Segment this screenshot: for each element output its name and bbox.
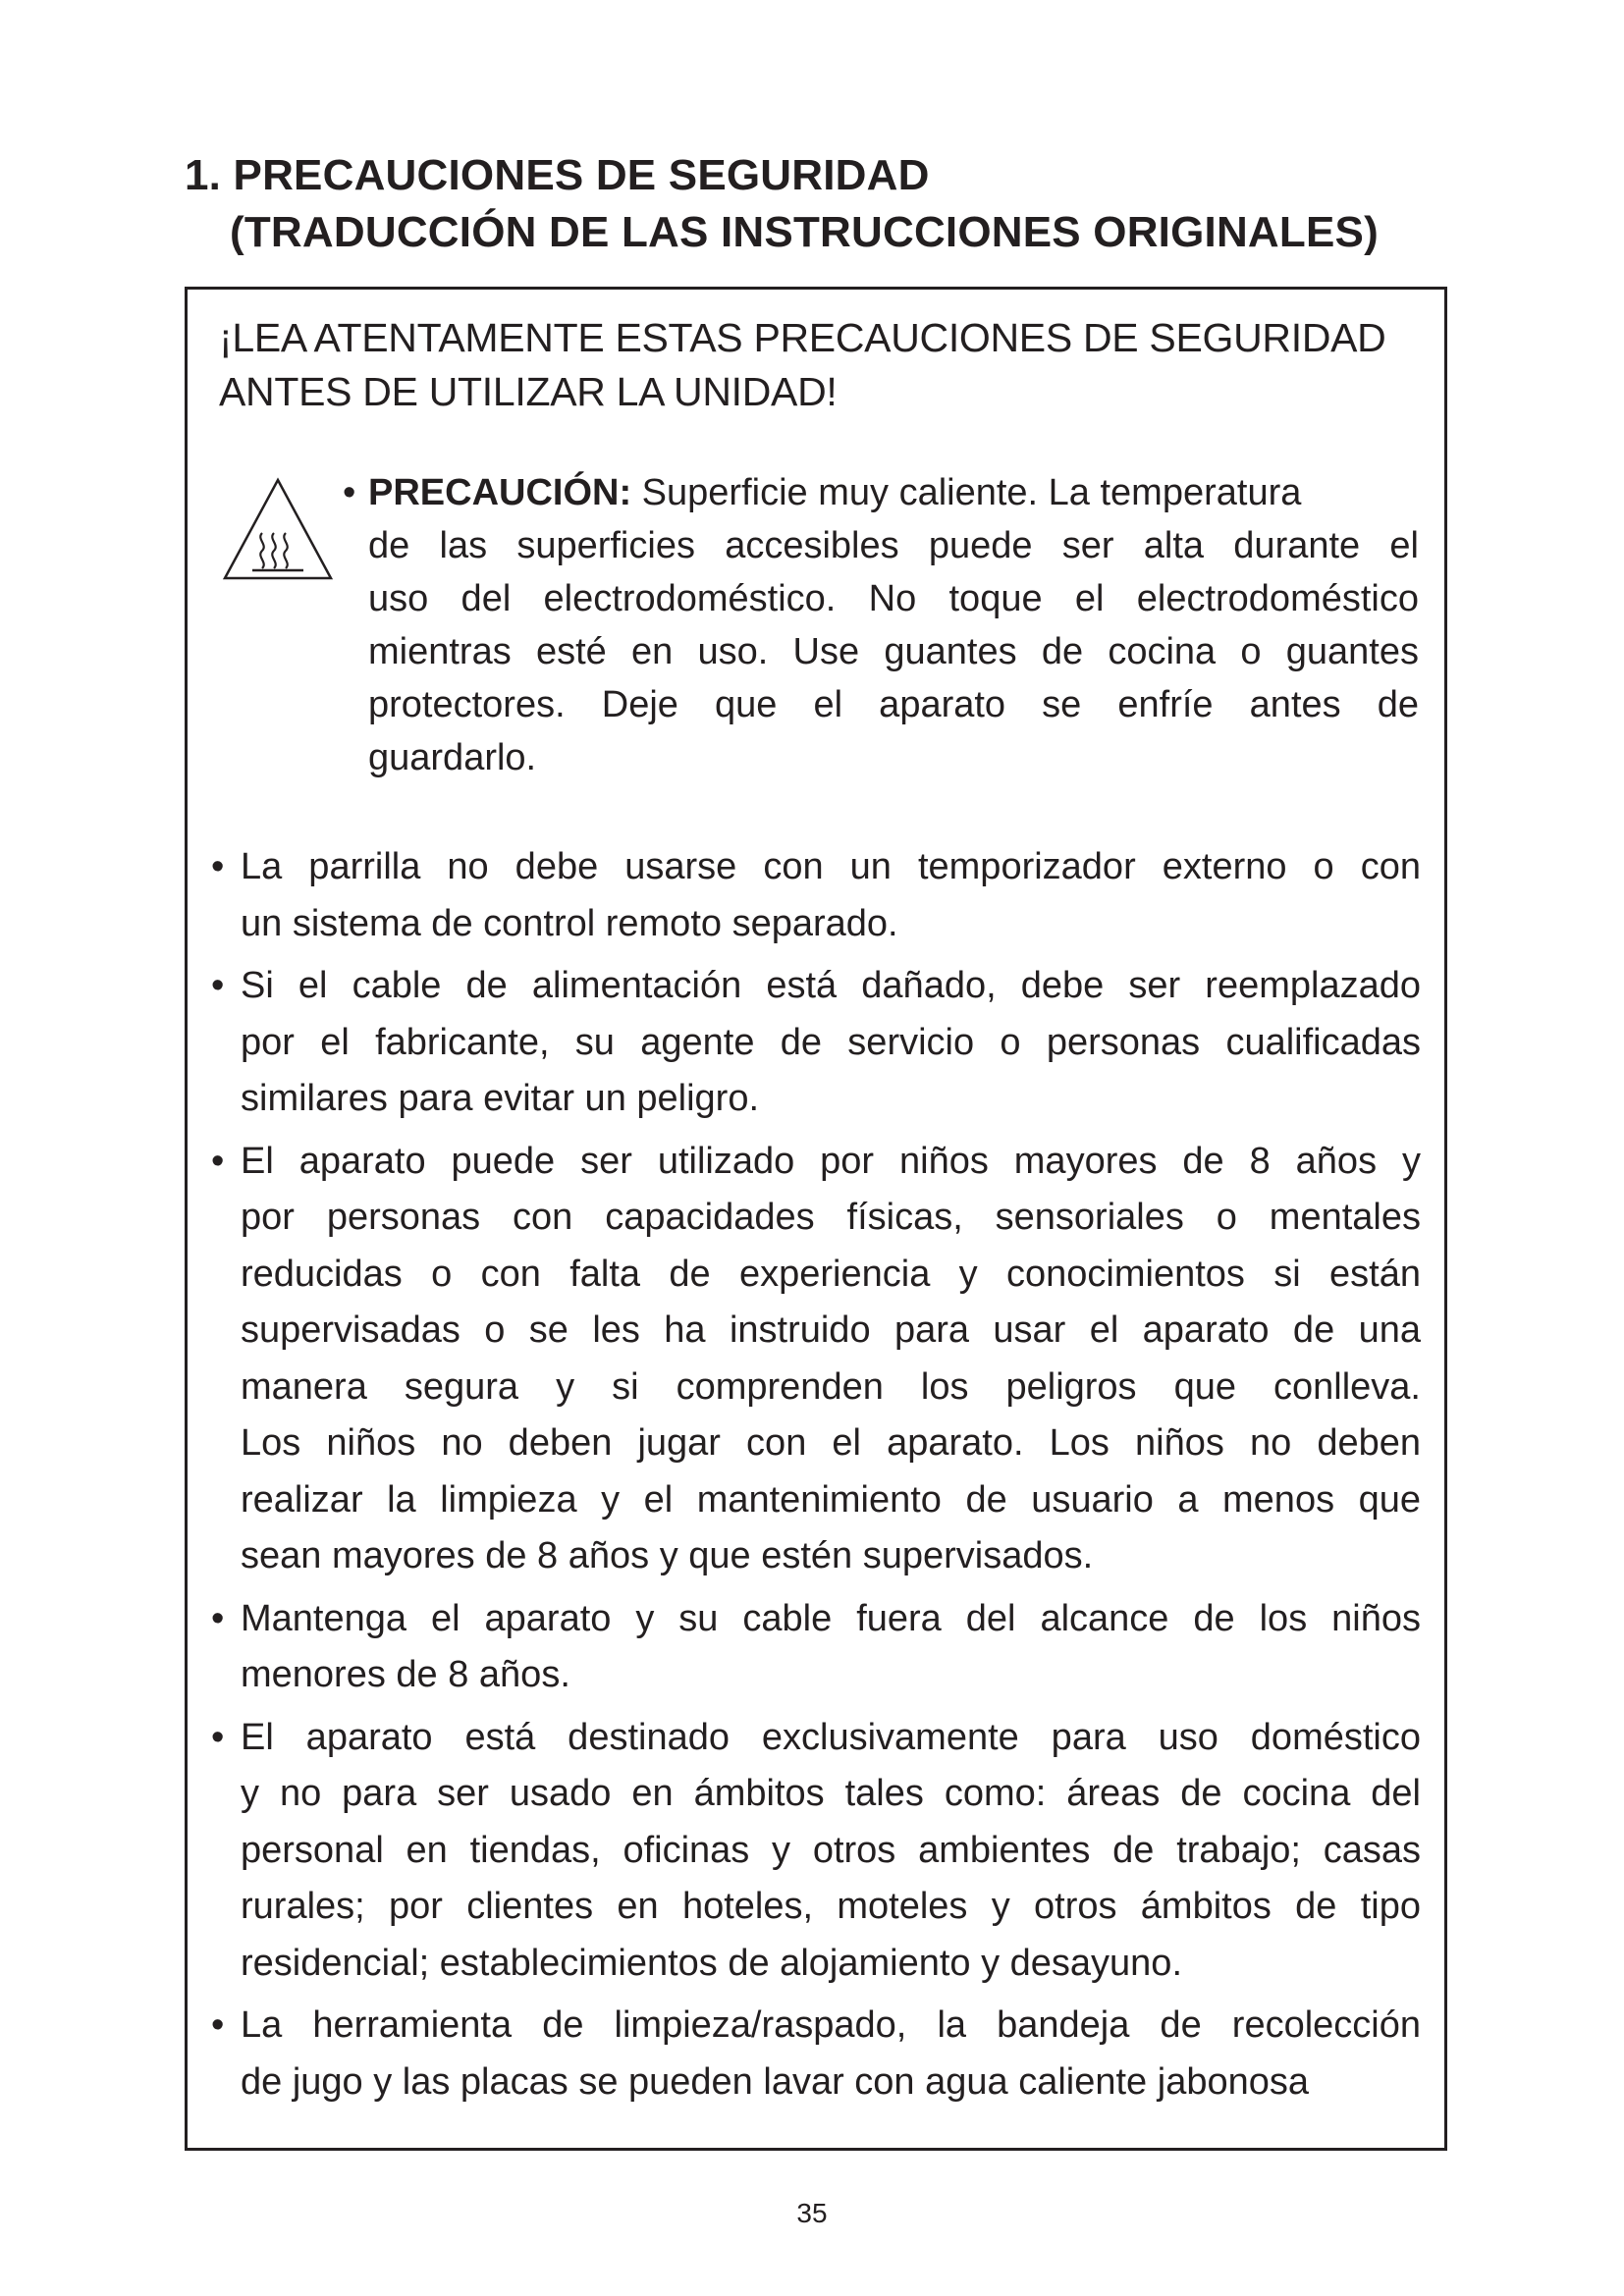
bullet-item — [211, 1710, 1421, 1993]
caution-text-line: protectores. Deje que el aparato se enfríe antes de — [368, 684, 1419, 725]
bullet-line: sean mayores de 8 años y que estén supervisados. — [241, 1535, 1094, 1576]
caution-text-line: mientras esté en uso. Use guantes de cocina o guantes — [368, 631, 1419, 672]
bullet-line: por el fabricante, su agente de servicio o personas cualificadas — [241, 1021, 1421, 1063]
bullet-item — [211, 1134, 1421, 1585]
bullet-dot: • — [211, 1716, 225, 1758]
bullet-line: El aparato está destinado exclusivamente para uso doméstico — [241, 1716, 1421, 1758]
bullet-line: La herramienta de limpieza/raspado, la bandeja de recolección — [241, 2004, 1421, 2046]
bullet-line: menores de 8 años. — [241, 1654, 570, 1695]
safety-box — [185, 287, 1447, 2151]
bullet-dot: • — [211, 1140, 225, 1182]
caution-line-1 — [343, 466, 1419, 519]
caution-text-line: de las superficies accesibles puede ser alta durante el — [368, 525, 1419, 566]
bullet-item — [211, 958, 1421, 1128]
bullet-line: rurales; por clientes en hoteles, moteles y otros ámbitos de tipo — [241, 1886, 1421, 1927]
bullet-line: supervisadas o se les ha instruido para usar el aparato de una — [241, 1309, 1421, 1351]
section-heading — [185, 147, 1379, 261]
bullet-line: El aparato puede ser utilizado por niños mayores de 8 años y — [241, 1140, 1421, 1182]
section-heading-line-1: 1. PRECAUCIONES DE SEGURIDAD — [185, 151, 930, 199]
bullet-line: similares para evitar un peligro. — [241, 1078, 760, 1119]
caution-text — [343, 466, 1419, 784]
bullet-line: realizar la limpieza y el mantenimiento de usuario a menos que — [241, 1478, 1421, 1521]
bullet-line: personal en tiendas, oficinas y otros ambientes de trabajo; casas — [241, 1829, 1421, 1871]
bullet-line: un sistema de control remoto separado. — [241, 902, 898, 944]
safety-bullet-list — [211, 839, 1421, 2116]
warning-statement — [219, 311, 1386, 419]
bullet-dot: • — [343, 472, 356, 513]
bullet-item — [211, 1591, 1421, 1704]
bullet-line: Los niños no deben jugar con el aparato. Los niños no deben — [241, 1422, 1421, 1464]
page-number: 35 — [796, 2198, 828, 2228]
bullet-item — [211, 1998, 1421, 2110]
bullet-dot: • — [211, 1597, 225, 1639]
bullet-line: residencial; establecimientos de alojamiento y desayuno. — [241, 1942, 1182, 1984]
bullet-dot: • — [211, 2004, 225, 2046]
bullet-line: y no para ser usado en ámbitos tales como: áreas de cocina del — [241, 1773, 1421, 1814]
warning-line-1: ¡LEA ATENTAMENTE ESTAS PRECAUCIONES DE SEGURIDAD — [219, 315, 1386, 360]
bullet-dot: • — [211, 965, 225, 1006]
caution-text-line: Superficie muy caliente. La temperatura — [631, 472, 1302, 513]
caution-text-line: uso del electrodoméstico. No toque el electrodoméstico — [368, 578, 1419, 619]
caution-text-line: guardarlo. — [368, 737, 537, 778]
bullet-line: Mantenga el aparato y su cable fuera del alcance de los niños — [241, 1597, 1421, 1639]
bullet-line: por personas con capacidades físicas, sensoriales o mentales — [241, 1197, 1421, 1238]
bullet-line: manera segura y si comprenden los peligros que conlleva. — [241, 1365, 1421, 1408]
bullet-dot: • — [211, 846, 225, 887]
bullet-line: de jugo y las placas se pueden lavar con agua caliente jabonosa — [241, 2060, 1309, 2103]
caution-label: PRECAUCIÓN: — [368, 472, 632, 513]
bullet-item — [211, 839, 1421, 952]
bullet-line: La parrilla no debe usarse con un temporizador externo o con — [241, 846, 1421, 887]
section-heading-line-2: (TRADUCCIÓN DE LAS INSTRUCCIONES ORIGINALES) — [230, 208, 1379, 256]
hot-surface-warning-icon — [219, 476, 337, 584]
warning-line-2: ANTES DE UTILIZAR LA UNIDAD! — [219, 369, 838, 414]
bullet-line: Si el cable de alimentación está dañado, debe ser reemplazado — [241, 965, 1421, 1006]
bullet-line: reducidas o con falta de experiencia y conocimientos si están — [241, 1253, 1421, 1295]
